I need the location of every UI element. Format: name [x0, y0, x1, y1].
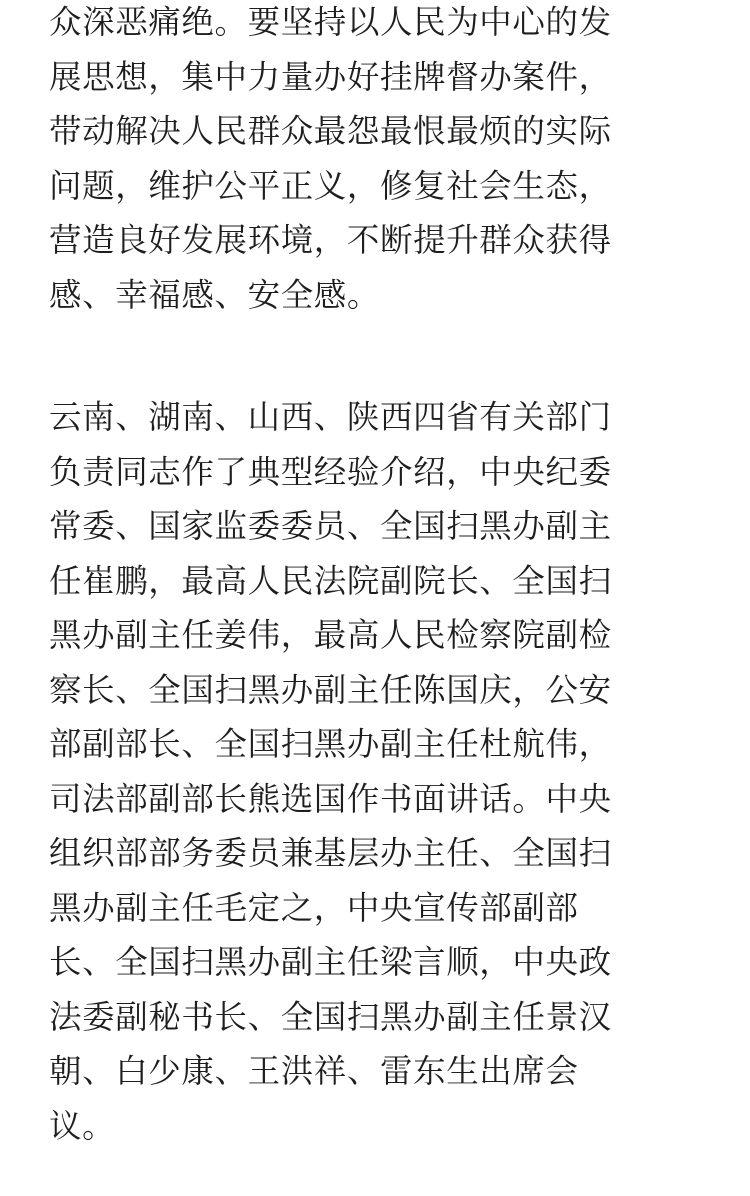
text-line: 朝、白少康、王洪祥、雷东生出席会 — [49, 1052, 579, 1090]
text-line: 云南、湖南、山西、陕西四省有关部门 — [49, 398, 612, 436]
text-line: 组织部部务委员兼基层办主任、全国扫 — [49, 834, 612, 872]
text-line: 感、幸福感、安全感。 — [49, 275, 381, 314]
text-line: 长、全国扫黑办副主任梁言顺，中央政 — [49, 943, 612, 981]
text-line: 部副部长、全国扫黑办副主任杜航伟， — [49, 725, 612, 763]
text-line: 法委副秘书长、全国扫黑办副主任景汉 — [49, 997, 612, 1036]
text-line: 黑办副主任毛定之，中央宣传部副部 — [49, 888, 579, 927]
paragraph-1 — [49, 0, 612, 322]
text-line: 展思想，集中力量办好挂牌督办案件， — [49, 57, 612, 96]
text-line: 察长、全国扫黑办副主任陈国庆，公安 — [49, 670, 612, 709]
text-line: 议。 — [49, 1106, 116, 1145]
text-line: 营造良好发展环境，不断提升群众获得 — [49, 221, 612, 259]
text-line: 问题，维护公平正义，修复社会生态， — [49, 166, 612, 205]
text-line: 黑办副主任姜伟，最高人民检察院副检 — [49, 616, 612, 654]
text-line: 众深恶痛绝。要坚持以人民为中心的发 — [49, 3, 612, 41]
text-line: 司法部副部长熊选国作书面讲话。中央 — [49, 779, 612, 818]
text-line: 任崔鹏，最高人民法院副院长、全国扫 — [49, 561, 612, 600]
text-line: 常委、国家监委委员、全国扫黑办副主 — [49, 507, 612, 545]
text-line: 带动解决人民群众最怨最恨最烦的实际 — [49, 112, 612, 150]
text-line: 负责同志作了典型经验介绍，中央纪委 — [49, 452, 612, 491]
paragraph-2 — [49, 390, 612, 1153]
